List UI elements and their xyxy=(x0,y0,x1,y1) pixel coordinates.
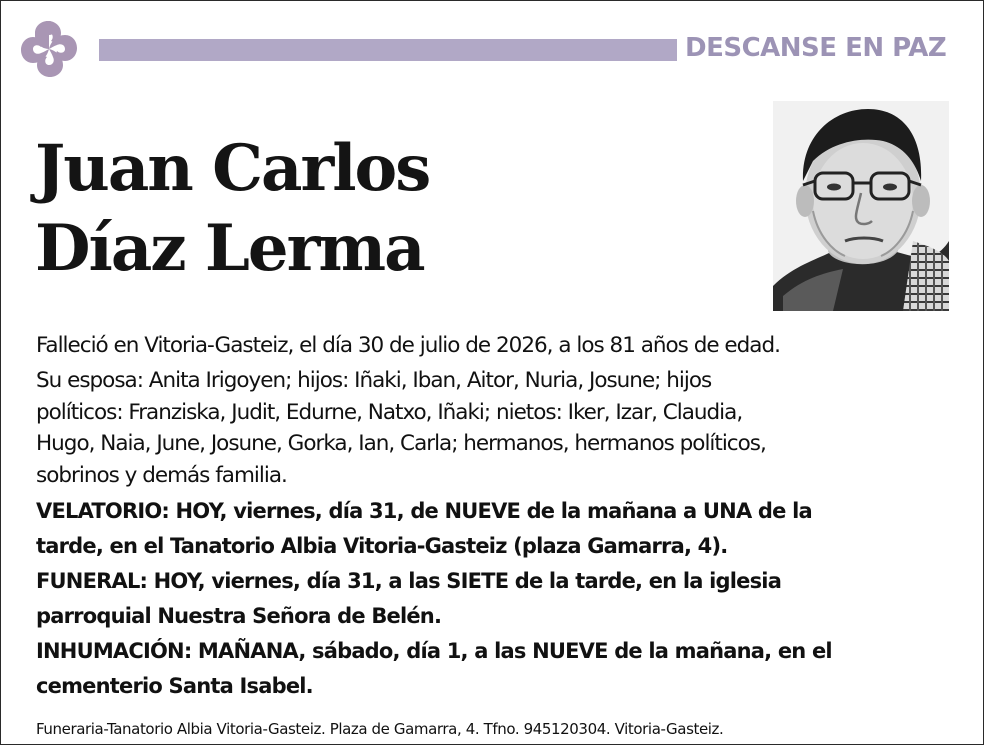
velatorio-line: VELATORIO: HOY, viernes, día 31, de NUEVE de la mañana a UNA de la xyxy=(36,499,812,524)
inhumacion-line: INHUMACIÓN: MAÑANA, sábado, día 1, a las NUEVE de la mañana, en el xyxy=(36,639,832,664)
header-title: DESCANSE EN PAZ xyxy=(685,33,947,63)
inhumacion-line: cementerio Santa Isabel. xyxy=(36,674,313,699)
funeral-line: FUNERAL: HOY, viernes, día 31, a las SIETE de la tarde, en la iglesia xyxy=(36,569,782,594)
funeral-info xyxy=(36,564,936,634)
lauburu-icon xyxy=(11,11,87,87)
family-line: Hugo, Naia, June, Josune, Gorka, Ian, Carla; hermanos, hermanos políticos, xyxy=(36,431,766,457)
notice-body xyxy=(36,329,936,704)
death-announcement: Falleció en Vitoria-Gasteiz, el día 30 de julio de 2026, a los 81 años de edad. xyxy=(36,333,780,358)
velatorio-line: tarde, en el Tanatorio Albia Vitoria-Gasteiz (plaza Gamarra, 4). xyxy=(36,534,728,559)
inhumacion-info xyxy=(36,634,936,704)
deceased-name xyxy=(35,129,429,289)
family-line: políticos: Franziska, Judit, Edurne, Natxo, Iñaki; nietos: Iker, Izar, Claudia, xyxy=(36,399,743,425)
portrait-photo xyxy=(773,101,949,311)
name-line-2: Díaz Lerma xyxy=(35,211,424,286)
velatorio-info xyxy=(36,494,936,564)
name-line-1: Juan Carlos xyxy=(35,131,430,206)
funeral-home-footer: Funeraria-Tanatorio Albia Vitoria-Gasteiz. Plaza de Gamarra, 4. Tfno. 945120304. Vitoria-Gasteiz. xyxy=(36,720,724,738)
funeral-line: parroquial Nuestra Señora de Belén. xyxy=(36,604,442,629)
family-list xyxy=(36,365,936,491)
family-line: Su esposa: Anita Irigoyen; hijos: Iñaki, Iban, Aitor, Nuria, Josune; hijos xyxy=(36,368,712,393)
family-line: sobrinos y demás familia. xyxy=(36,462,287,488)
header-divider-bar xyxy=(99,39,677,61)
